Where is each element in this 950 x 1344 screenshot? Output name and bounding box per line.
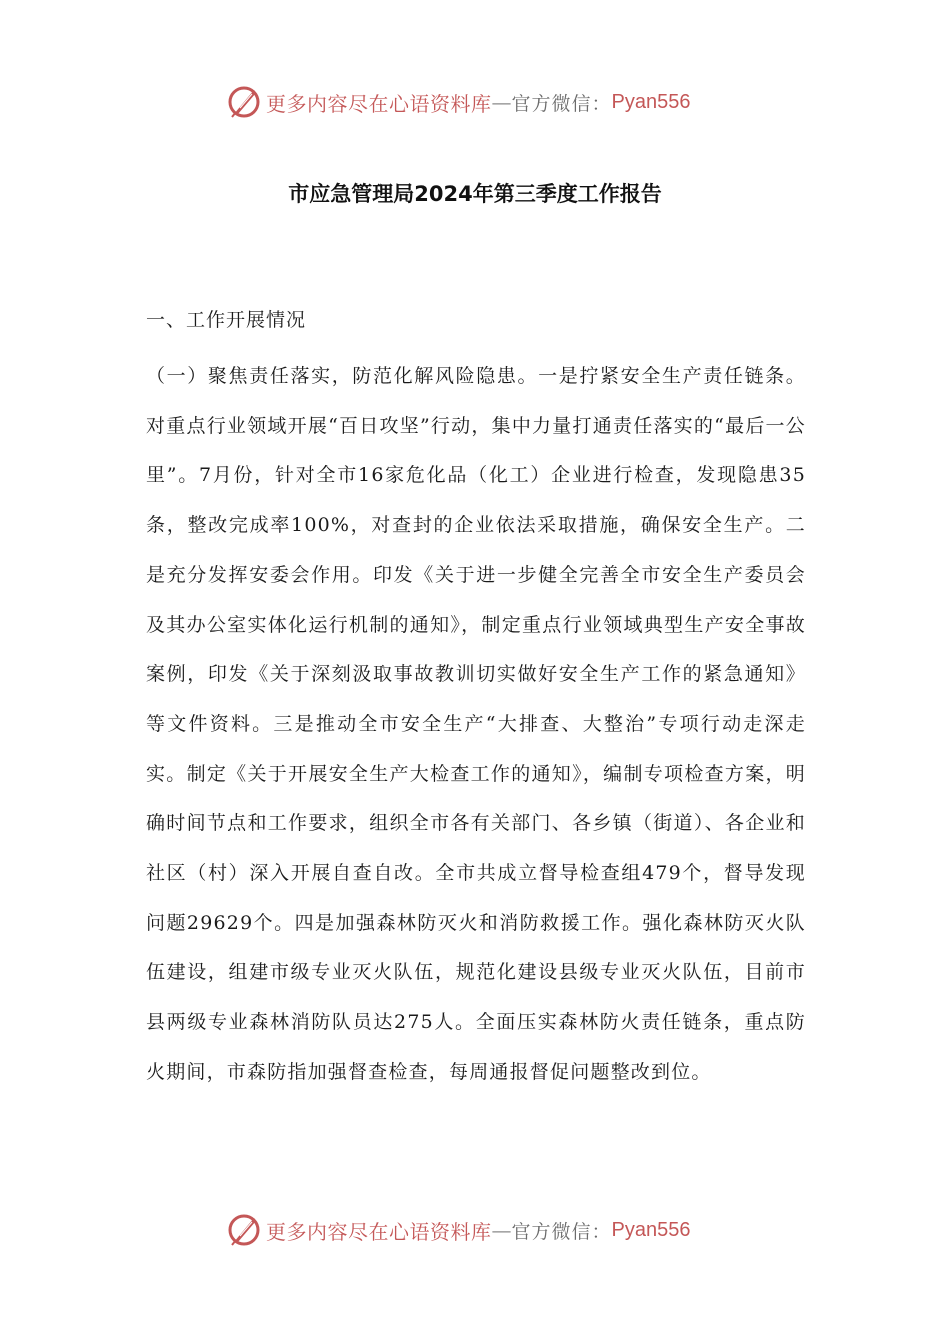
watermark-official-label: 官方微信： [511,92,612,115]
body-paragraph: （一）聚焦责任落实，防范化解风险隐患。一是拧紧安全生产责任链条。对重点行业领域开展“百日攻坚”行动，集中力量打通责任落实的“最后一公里”。7月份，针对全市16家危化品（化工）企业进行检查，发现隐患35条，整改完成率100%，对查封的企业依法采取措施，确保安全生产。二是充分发挥安委会作用。印发《关于进一步健全完善全市安全生产委员会及其办公室实体化运行机制的通知》，制定重点行业领域典型生产安全事故案例，印发《关于深刻汲取事故教训切实做好安全生产工作的紧急通知》等文件资料。三是推动全市安全生产“大排查、大整治”专项行动走深走实。制定《关于开展安全生产大检查工作的通知》，编制专项检查方案，明确时间节点和工作要求，组织全市各有关部门、各乡镇（街道）、各企业和社区（村）深入开展自查自改。全市共成立督导检查组479个，督导发现问题29629个。四是加强森林防灭火和消防救援工作。强化森林防灭火队伍建设，组建市级专业灭火队伍，规范化建设县级专业灭火队伍，目前市县两级专业森林消防队员达275人。全面压实森林防火责任链条，重点防火期间，市森防指加强督查检查，每周通报督促问题整改到位。 [146,365,806,1083]
watermark-separator: — [491,90,512,114]
quill-pen-logo-icon [226,84,262,120]
document-title: 市应急管理局2024年第三季度工作报告 [288,182,662,206]
watermark-separator: — [491,1218,512,1242]
watermark-text: 更多内容尽在心语资料库 [266,91,492,116]
watermark-banner-top [226,82,690,122]
watermark-text: 更多内容尽在心语资料库 [266,1219,492,1244]
watermark-wechat-id: Pyan556 [611,90,691,113]
quill-pen-logo-icon [226,1212,262,1248]
watermark-official-label: 官方微信： [511,1220,612,1243]
watermark-banner-bottom [226,1210,690,1250]
watermark-wechat-id: Pyan556 [611,1218,691,1241]
section-heading: 一、工作开展情况 [146,309,307,331]
